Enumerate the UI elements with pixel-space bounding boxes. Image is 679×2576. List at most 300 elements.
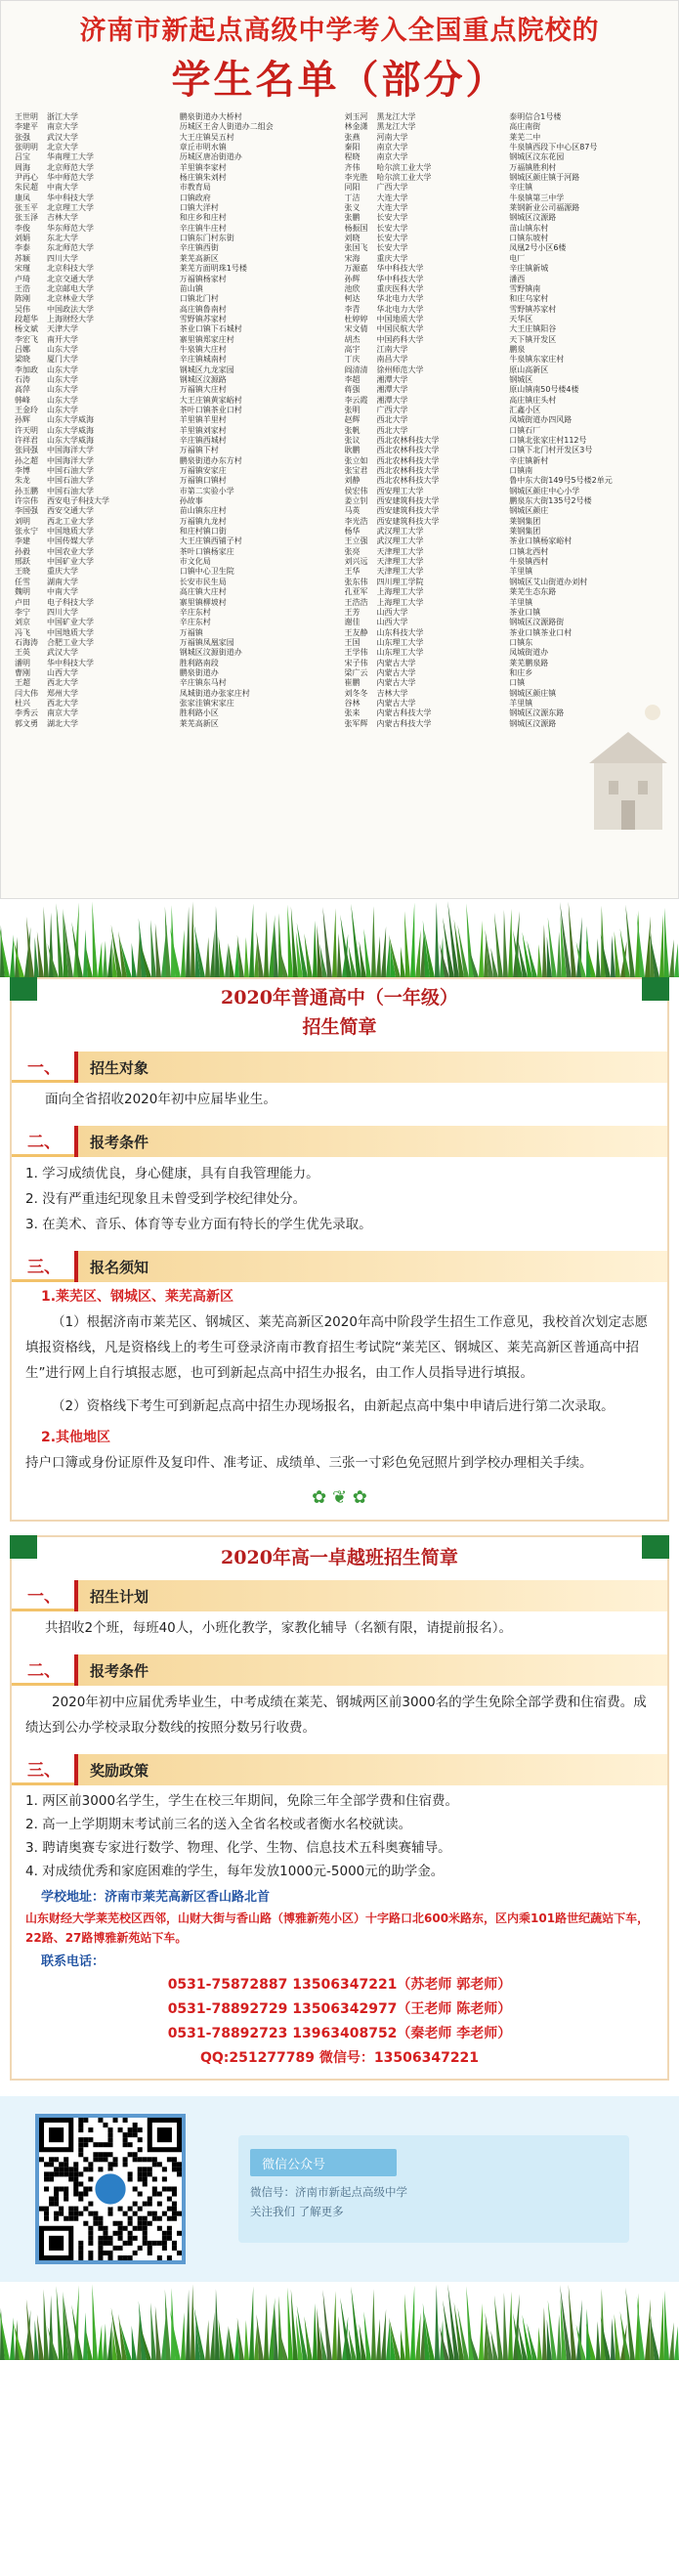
honor-roll-row [180,234,339,243]
honor-roll-row [15,143,174,152]
home-address: 万福镇口镇村 [179,476,227,486]
honor-roll-row [15,213,174,223]
student-name: 秦阳 [344,143,361,152]
home-address: 长安市民生局 [179,577,227,586]
home-address: 辛庄镇 [509,183,533,193]
university-name: 山东大学 [47,385,78,395]
university-name: 中国政法大学 [47,304,94,314]
university-name: 徐州师范大学 [376,365,424,374]
student-name: 张强 [15,132,30,142]
home-address: 和庄乌家村 [509,294,549,304]
honor-roll-row [345,638,504,648]
university-name: 湖南大学 [47,577,78,586]
honor-roll-row [345,628,504,638]
honor-roll-row [509,315,668,324]
building-illustration [584,693,672,839]
honor-roll-row [180,708,339,718]
university-name: 长安大学 [376,213,408,223]
student-name: 张明 [344,405,361,414]
honor-roll-row [15,487,174,496]
home-address: 鲁中东大街149号5号楼2单元 [509,476,613,486]
student-name: 池欣 [344,283,361,293]
student-name: 宋海 [344,253,361,263]
student-name: 张鹏 [344,213,361,223]
excellence-condition-text: 2020年初中应届优秀毕业生，中考成绩在莱芜、钢城两区前3000名的学生免除全部学费和住宿费。成绩达到公办学校录取分数线的按照分数另行收费。 [25,1695,647,1736]
honor-roll-row [15,335,174,345]
university-name: 上海理工大学 [376,597,424,607]
university-name: 山东理工大学 [376,648,424,658]
home-address: 大王庄镇黄家峪村 [179,395,242,405]
university-name: 黑龙江大学 [376,112,416,121]
university-name: 内蒙古科技大学 [376,718,432,728]
student-name: 宋子伟 [344,658,368,667]
excellence-class-title: 2020年高一卓越班招生简章 [221,1547,458,1568]
home-address: 寨里镇柳坡村 [179,597,227,607]
home-address: 口镇东坡村 [509,234,549,243]
honor-roll-row [15,578,174,587]
honor-roll-row [345,618,504,627]
honor-roll-row [509,406,668,415]
honor-roll-row [15,456,174,466]
green-corner-left [10,977,37,1001]
honor-roll-row [345,567,504,577]
university-name: 华中科技大学 [47,658,94,667]
university-name: 天津大学 [47,324,78,334]
honor-roll-row [180,638,339,648]
honor-roll-row [509,547,668,557]
student-name: 孙玉鹏 [15,486,38,495]
university-name: 北京科技大学 [47,264,94,274]
honor-roll-row [345,324,504,334]
honor-roll-row [15,608,174,618]
student-name: 朱龙 [15,476,30,486]
honor-roll-row [509,466,668,476]
university-name: 武汉理工大学 [376,527,424,537]
honor-roll-row [180,678,339,688]
university-name: 中国民航大学 [376,324,424,334]
home-address: 市教育局 [179,183,211,193]
honor-roll-row [345,456,504,466]
honor-roll-row [345,598,504,608]
student-name: 杨振国 [344,223,368,233]
student-name: 张国飞 [344,243,368,253]
honor-roll-row [15,243,174,253]
honor-roll-row [15,557,174,567]
honor-roll-row [180,436,339,446]
home-address: 口镇东门村东街 [179,234,234,243]
student-name: 李超 [344,374,361,384]
honor-roll-row [180,598,339,608]
university-name: 南京大学 [47,122,78,132]
student-name: 闫大伟 [15,688,38,698]
student-name: 宋文倩 [344,324,368,334]
university-name: 中国石油大学 [47,486,94,495]
university-name: 吉林大学 [47,213,78,223]
honor-roll-row [345,527,504,537]
honor-roll-row [509,213,668,223]
qr-code-icon [39,2118,182,2260]
home-address: 钢城区汶源路 [509,213,557,223]
home-address: 寨里镇郑家庄村 [179,334,234,344]
honor-roll-row [509,618,668,627]
honor-roll-row [15,517,174,527]
honor-roll-row [180,648,339,658]
home-address: 鹏泉街道办东方村 [179,455,242,465]
student-name: 孙之超 [15,455,38,465]
section-header-target [12,1052,667,1083]
section-label: 奖励政策 [74,1754,667,1785]
home-address: 钢城区颜庄镇于河路 [509,173,580,183]
honor-roll-row [15,668,174,678]
honor-roll-row [345,243,504,253]
honor-roll-row [345,506,504,516]
honor-roll-row [15,324,174,334]
home-address: 辛庄镇西城村 [179,436,227,445]
university-name: 合肥工业大学 [47,637,94,647]
honor-roll-row [345,699,504,708]
phone-line[interactable]: 0531-78892723 13963408752（秦老师 李老师） [167,2026,512,2041]
honor-roll-row [509,193,668,203]
university-name: 大连大学 [376,193,408,202]
qq-wechat-line[interactable]: QQ:251277789 微信号：13506347221 [199,2050,480,2066]
home-address: 潘西 [509,274,526,283]
honor-roll-row [180,122,339,132]
honor-roll-row [15,628,174,638]
university-name: 西北农林科技大学 [376,436,440,445]
honor-roll-row [509,355,668,365]
honor-roll-row [15,294,174,304]
student-name: 姜立钊 [344,496,368,506]
honor-roll-column [15,112,174,729]
section-header-conditions [12,1654,667,1686]
green-corner-right [642,977,669,1001]
home-address: 苗山镇 [179,283,203,293]
area1-title: 1.莱芜区、钢城区、莱芜高新区 [41,1289,234,1305]
home-address: 牛泉镇西段下中心区87号 [509,143,598,152]
honor-roll-row [509,487,668,496]
section-header-notice [12,1251,667,1282]
qr-code[interactable] [35,2114,186,2264]
honor-roll-row [15,415,174,425]
university-name: 北京林业大学 [47,294,94,304]
home-address: 牛泉镇第三中学 [509,193,565,202]
university-name: 山东大学 [47,405,78,414]
honor-roll-row [345,203,504,213]
student-name: 王立强 [344,537,368,546]
honor-roll-row [509,557,668,567]
home-address: 雪野镇苏家村 [179,314,227,323]
home-address: 孙故事 [179,496,203,506]
student-name: 张帆 [344,425,361,435]
honor-roll-row [345,496,504,506]
home-address: 高庄南街 [509,122,541,132]
honor-roll-row [180,476,339,486]
honor-roll-row [345,143,504,152]
student-name: 杜婷婷 [344,314,368,323]
green-corner-left [10,1535,37,1559]
university-name: 山西大学 [47,667,78,677]
honor-roll-row [180,284,339,294]
student-name: 万源嘉 [344,264,368,274]
university-name: 浙江大学 [47,112,78,121]
excellence-class-card [10,1535,669,2081]
home-address: 雪野镇南 [509,283,541,293]
home-address: 鹏泉街道办 [179,667,219,677]
honor-roll-row [15,466,174,476]
home-address: 钢城区汶源东路 [509,708,565,718]
home-address: 莱芜鹏泉路 [509,658,549,667]
rewards-list [12,1785,667,1887]
honor-roll-row [15,234,174,243]
section-number: 三、 [12,1251,74,1282]
section-label: 报名须知 [74,1251,667,1282]
home-address: 电厂 [509,253,526,263]
university-name: 山西大学 [376,607,408,617]
student-name: 张东伟 [344,577,368,586]
student-name: 蒋强 [344,385,361,395]
student-name: 崔鹏 [344,678,361,688]
honor-roll-row [345,335,504,345]
university-name: 西北工业大学 [47,516,94,526]
student-name: 张玉平 [15,203,38,213]
home-address: 羊里镇 [509,698,533,708]
home-address: 茶业口镇杨家峪村 [509,537,573,546]
student-name: 朱民超 [15,183,38,193]
section-number: 一、 [12,1580,74,1611]
honor-roll-row [345,426,504,436]
honor-roll-row [345,578,504,587]
area2-title: 2.其他地区 [41,1430,111,1445]
home-address: 辛庄镇城南村 [179,355,227,365]
contact-label: 联系电话： [41,1954,106,1969]
student-name: 李光胜 [344,173,368,183]
student-name: 潘明 [15,658,30,667]
honor-roll-row [509,659,668,668]
grass-divider [0,899,679,977]
student-name: 梁广云 [344,667,368,677]
honor-roll-row [345,648,504,658]
phone-line[interactable]: 0531-78892729 13506342977（王老师 陈老师） [167,2001,512,2017]
general-admission-card [10,977,669,1522]
home-address: 辛庄镇西街 [179,243,219,253]
student-name: 李加政 [15,365,38,374]
home-address: 羊里镇刘家村 [179,425,227,435]
honor-roll-row [345,173,504,183]
student-name: 刘静 [344,476,361,486]
student-name: 张义 [344,203,361,213]
honor-roll-row [345,415,504,425]
honor-roll-row [15,476,174,486]
home-address: 口镇北门村 [179,294,219,304]
honor-roll-row [345,294,504,304]
honor-roll-row [345,275,504,284]
honor-roll-row [509,234,668,243]
honor-roll-row [509,476,668,486]
home-address: 汇鑫小区 [509,405,541,414]
student-name: 孙毅 [15,546,30,556]
university-name: 中国石油大学 [47,466,94,476]
honor-roll-row [345,213,504,223]
section-header-conditions [12,1126,667,1157]
student-name: 谢佳 [344,618,361,627]
condition-item: 1. 学习成绩优良，身心健康，具有自我管理能力。 [25,1166,319,1181]
university-name: 重庆大学 [376,253,408,263]
home-address: 莱芜生态东路 [509,587,557,597]
honor-roll-row [15,284,174,294]
student-name: 刘兴远 [344,557,368,567]
honor-roll-row [180,496,339,506]
honor-roll-row [180,719,339,729]
student-name: 王金玲 [15,405,38,414]
honor-roll-row [509,375,668,385]
student-name: 王华 [344,567,361,577]
honor-roll-row [180,557,339,567]
honor-roll-row [345,708,504,718]
university-name: 广西大学 [376,405,408,414]
honor-roll-row [180,243,339,253]
honor-roll-row [15,446,174,455]
home-address: 原山高新区 [509,365,549,374]
home-address: 辛庄东村 [179,607,211,617]
home-address: 莱芜二中 [509,132,541,142]
student-name: 刘晓 [344,234,361,243]
home-address: 凤城街道办 [509,648,549,658]
honor-roll-row [15,537,174,546]
university-name: 长安大学 [376,243,408,253]
home-address: 牛泉镇西村 [509,557,549,567]
home-address: 市第二实验小学 [179,486,234,495]
university-name: 华中师范大学 [47,173,94,183]
student-name: 梁晓 [15,355,30,365]
honor-roll-row [509,517,668,527]
honor-roll-row [509,396,668,406]
student-name: 卢田 [15,597,30,607]
wechat-area [0,2096,679,2282]
home-address: 钢城区颜庄 [509,506,549,516]
honor-roll-row [15,365,174,375]
honor-roll-row [180,203,339,213]
university-name: 山东大学 [47,365,78,374]
section-header-plan [12,1580,667,1611]
honor-roll-grid [1,105,678,729]
university-name: 中国传媒大学 [47,537,94,546]
honor-roll-row [180,527,339,537]
university-name: 中国药科大学 [376,334,424,344]
student-name: 石涛 [15,374,30,384]
honor-roll-row [345,224,504,234]
honor-roll-row [509,415,668,425]
honor-roll-row [15,426,174,436]
student-name: 赵辉 [344,415,361,425]
university-name: 华东师范大学 [47,223,94,233]
home-address: 凤凰2号小区6楼 [509,243,567,253]
section-label: 招生计划 [74,1580,667,1611]
honor-roll-subtitle: 学生名单（部分） [171,57,508,103]
honor-roll-row [509,305,668,315]
honor-roll-row [509,385,668,395]
reward-item: 2. 高一上学期期末考试前三名的送入全省名校或者衡水名校就读。 [25,1817,412,1832]
honor-roll-row [15,406,174,415]
honor-roll-row [180,275,339,284]
general-admission-title: 2020年普通高中（一年级） 招生简章 [221,987,458,1038]
section-label: 招生对象 [74,1052,667,1083]
honor-roll-row [15,122,174,132]
honor-roll-row [345,557,504,567]
honor-roll-row [345,385,504,395]
student-name: 刘冬冬 [344,688,368,698]
university-name: 中南大学 [47,587,78,597]
home-address: 苗山镇东村 [509,223,549,233]
honor-roll-row [15,385,174,395]
university-name: 山东科技大学 [376,627,424,637]
home-address: 万福镇凤凰家园 [179,637,234,647]
university-name: 四川理工学院 [376,577,424,586]
honor-roll-row [345,659,504,668]
home-address: 高庄镇鲁南村 [179,304,227,314]
honor-roll-row [180,699,339,708]
honor-roll-row [345,476,504,486]
home-address: 钢城区汶源街道办 [179,648,242,658]
honor-roll-row [180,335,339,345]
honor-roll-row [180,547,339,557]
student-name: 李建平 [15,122,38,132]
home-address: 万福镇大庄村 [179,385,227,395]
home-address: 高庄镇庄头村 [509,395,557,405]
home-address: 辛庄镇新城 [509,264,549,274]
university-name: 西安理工大学 [376,486,424,495]
university-name: 北京交通大学 [47,274,94,283]
student-name: 齐伟 [344,162,361,172]
honor-roll-row [180,506,339,516]
honor-roll-row [180,567,339,577]
home-address: 辛庄东村 [179,618,211,627]
student-name: 李青 [344,304,361,314]
home-address: 鹏泉东大街135号2号楼 [509,496,592,506]
university-name: 西安建筑科技大学 [376,506,440,516]
honor-roll-row [15,183,174,193]
home-address: 大王庄镇吴五村 [179,132,234,142]
phone-line[interactable]: 0531-75872887 13506347221（苏老师 郭老师） [167,1977,512,1993]
wechat-id: 微信号：济南市新起点高级中学 [250,2185,407,2199]
home-address: 口镇政府 [179,193,211,202]
honor-roll-row [345,396,504,406]
university-name: 华北电力大学 [376,294,424,304]
honor-roll-row [15,527,174,537]
honor-roll-row [345,719,504,729]
home-address: 市文化局 [179,557,211,567]
honor-roll-row [509,365,668,375]
honor-roll-row [509,578,668,587]
student-name: 任雪 [15,577,30,586]
university-name: 南京大学 [376,143,408,152]
university-name: 中国农业大学 [47,546,94,556]
university-name: 武汉理工大学 [376,537,424,546]
university-name: 中国矿业大学 [47,557,94,567]
section-header-rewards [12,1754,667,1785]
honor-roll-row [509,324,668,334]
honor-roll-row [345,406,504,415]
university-name: 山东大学威海 [47,425,94,435]
university-name: 四川大学 [47,607,78,617]
student-name: 柯达 [344,294,361,304]
student-name: 王浩 [15,283,30,293]
home-address: 杨庄镇朱刘村 [179,173,227,183]
student-name: 郭文勇 [15,718,38,728]
university-name: 天津理工大学 [376,567,424,577]
student-name: 许祥君 [15,436,38,445]
home-address: 茶叶口镇杨家庄 [179,546,234,556]
university-name: 北京邮电大学 [47,283,94,293]
